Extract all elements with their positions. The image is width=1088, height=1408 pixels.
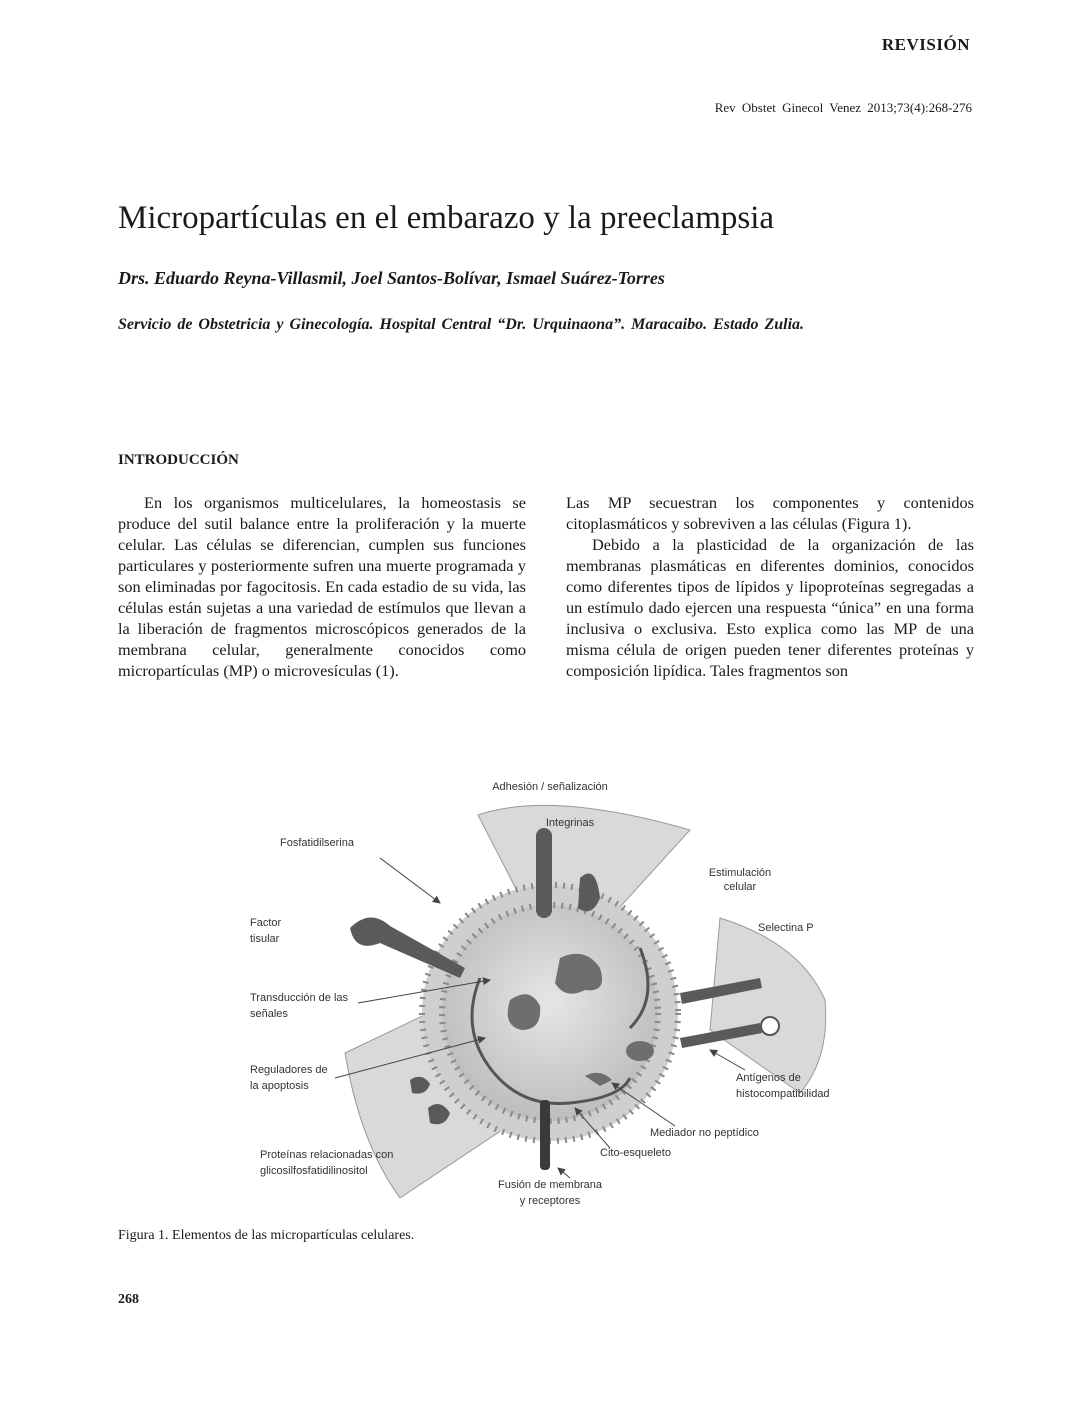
- text-column-left: [118, 492, 526, 681]
- article-affiliation: Servicio de Obstetricia y Ginecología. Hospital Central “Dr. Urquinaona”. Maracaibo. Estado Zulia.: [118, 316, 805, 333]
- label-estimulacion: celular: [723, 881, 757, 893]
- label-proteinas: Proteínas relacionadas con: [260, 1149, 394, 1161]
- microparticle-diagram: [240, 768, 840, 1218]
- label-citoesqueleto: Cito-esqueleto: [600, 1147, 671, 1159]
- pointer-line: [380, 858, 440, 903]
- pointer-line: [558, 1168, 570, 1178]
- label-antigenos: histocompatibilidad: [736, 1088, 830, 1100]
- text-column-right: [566, 492, 974, 681]
- label-antigenos: Antígenos de: [736, 1072, 801, 1084]
- organelle: [626, 1041, 654, 1061]
- label-mediador: Mediador no peptídico: [650, 1127, 759, 1139]
- journal-citation: Rev Obstet Ginecol Venez 2013;73(4):268-276: [714, 100, 972, 115]
- organelle: [508, 994, 540, 1030]
- label-selectina: Selectina P: [758, 922, 814, 934]
- label-estimulacion: Estimulación: [708, 867, 772, 879]
- figure-1: [240, 768, 840, 1218]
- paragraph: Las MP secuestran los componentes y contenidos citoplasmáticos y sobreviven a las células (Figura 1).: [566, 493, 974, 533]
- label-reguladores: la apoptosis: [250, 1080, 309, 1092]
- pointer-line: [710, 1050, 745, 1070]
- page-number: 268: [118, 1292, 139, 1307]
- section-heading: INTRODUCCIÓN: [118, 452, 239, 468]
- integrin-protein: [536, 828, 552, 918]
- label-transduccion: Transducción de las: [250, 992, 349, 1004]
- paragraph: En los organismos multicelulares, la homeostasis se produce del sutil balance entre la proliferación y la muerte celular. Las células se diferencian, cumplen sus funciones particulares y posteriormente sufren una muerte programada y son eliminadas por fagocitosis. En cada estadio de su vida, las células están sujetas a una variedad de estímulos que llevan a la liberación de fragmentos microscópicos generados de la membrana celular, generalmente conocidos como micropartículas (MP) o microvesículas (1).: [118, 493, 526, 680]
- article-authors: Drs. Eduardo Reyna-Villasmil, Joel Santos-Bolívar, Ismael Suárez-Torres: [118, 268, 665, 288]
- hla-ligand: [761, 1017, 779, 1035]
- section-tag: REVISIÓN: [881, 35, 970, 54]
- label-fusion: Fusión de membrana: [498, 1179, 602, 1191]
- label-adhesion: Adhesión / señalización: [492, 781, 608, 793]
- article-title: Micropartículas en el embarazo y la preeclampsia: [118, 200, 775, 236]
- paragraph: Debido a la plasticidad de la organización de las membranas plasmáticas en diferentes dominios, conocidos como diferentes tipos de lípidos y lipoproteínas segregadas a un estímulo dado ejercen una respuesta “única” en una forma inclusiva o exclusiva. Esto explica como las MP de una misma célula de origen pueden tener diferentes proteínas y composición lipídica. Tales fragmentos son: [566, 535, 974, 680]
- label-fusion: y receptores: [519, 1195, 581, 1207]
- label-reguladores: Reguladores de: [250, 1064, 328, 1076]
- label-factor: Factor: [250, 917, 282, 929]
- label-transduccion: señales: [250, 1008, 288, 1020]
- label-fosfatidilserina: Fosfatidilserina: [280, 837, 354, 849]
- figure-caption: Figura 1. Elementos de las micropartículas celulares.: [118, 1228, 415, 1243]
- label-integrinas: Integrinas: [545, 817, 595, 829]
- sector-stimulation: [710, 918, 826, 1093]
- membrane-inner: [442, 905, 658, 1121]
- label-proteinas: glicosilfosfatidilinositol: [260, 1165, 368, 1177]
- label-factor: tisular: [250, 933, 280, 945]
- fusion-receptor: [540, 1100, 550, 1170]
